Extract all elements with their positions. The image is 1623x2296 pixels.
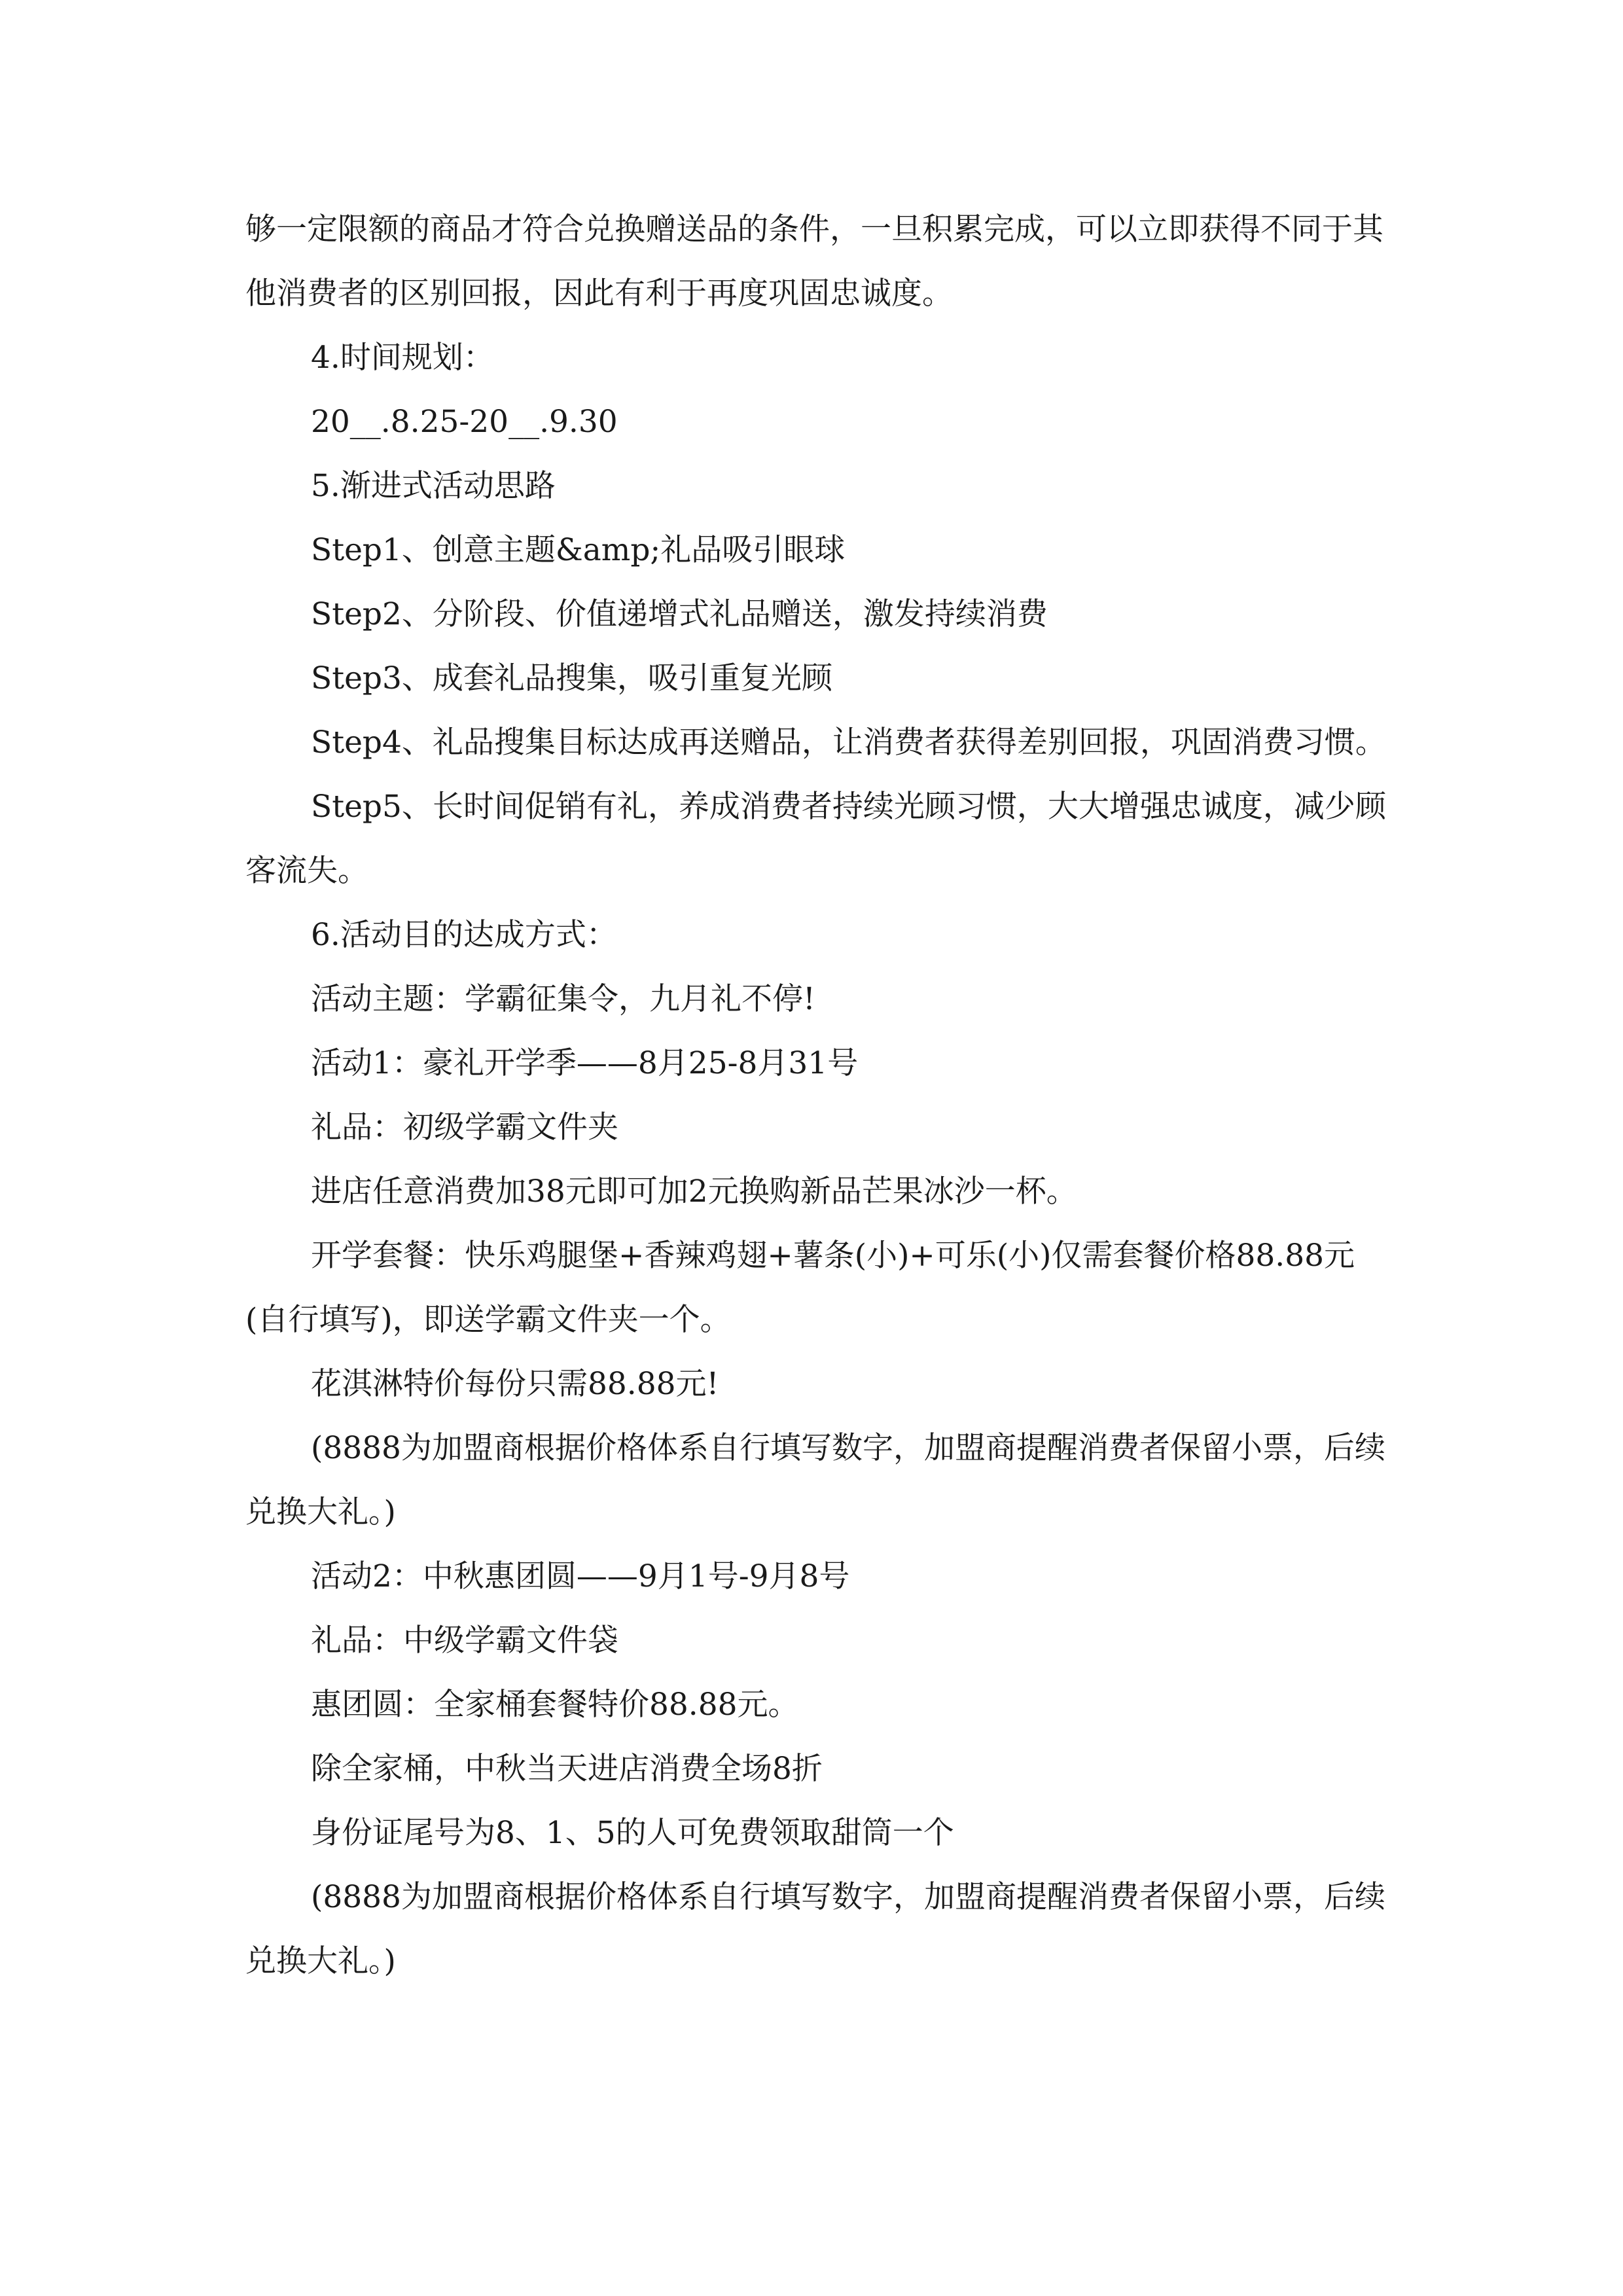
heading-goal-methods: 6.活动目的达成方式： xyxy=(311,917,617,953)
date-range: 20__.8.25-20__.9.30 xyxy=(311,404,618,440)
step-1: Step1、创意主题&amp;礼品吸引眼球 xyxy=(311,532,846,568)
paragraph-continuation: 够一定限额的商品才符合兑换赠送品的条件，一旦积累完成，可以立即获得不同于其他消费者的区别回报，因此有利于再度巩固忠诚度。 xyxy=(245,211,1383,312)
step-5: Step5、长时间促销有礼，养成消费者持续光顾习惯，大大增强忠诚度，减少顾客流失。 xyxy=(245,789,1386,889)
activity-1-title: 活动1：豪礼开学季——8月25-8月31号 xyxy=(311,1045,859,1081)
step-4: Step4、礼品搜集目标达成再送赠品，让消费者获得差别回报，巩固消费习惯。 xyxy=(311,725,1386,761)
activity-2-gift: 礼品：中级学霸文件袋 xyxy=(311,1623,618,1659)
document-body xyxy=(245,198,1397,1994)
activity-1-set-meal: 开学套餐：快乐鸡腿堡+香辣鸡翅+薯条(小)+可乐(小)仅需套餐价格88.88元(自行填写)，即送学霸文件夹一个。 xyxy=(245,1238,1355,1338)
activity-1-note: (8888为加盟商根据价格体系自行填写数字，加盟商提醒消费者保留小票，后续兑换大礼。) xyxy=(245,1430,1385,1530)
activity-1-gift: 礼品：初级学霸文件夹 xyxy=(311,1109,618,1145)
activity-2-id-offer: 身份证尾号为8、1、5的人可免费领取甜筒一个 xyxy=(311,1815,954,1851)
activity-2-title: 活动2：中秋惠团圆——9月1号-9月8号 xyxy=(311,1558,850,1594)
heading-activity-ideas: 5.渐进式活动思路 xyxy=(311,468,556,504)
activity-1-offer: 进店任意消费加38元即可加2元换购新品芒果冰沙一杯。 xyxy=(311,1174,1077,1210)
step-3: Step3、成套礼品搜集，吸引重复光顾 xyxy=(311,660,832,696)
activity-theme: 活动主题：学霸征集令，九月礼不停! xyxy=(311,981,815,1017)
activity-2-family-bucket: 惠团圆：全家桶套餐特价88.88元。 xyxy=(311,1687,799,1723)
activity-2-discount: 除全家桶，中秋当天进店消费全场8折 xyxy=(311,1751,823,1787)
heading-time-plan: 4.时间规划： xyxy=(311,340,494,376)
step-2: Step2、分阶段、价值递增式礼品赠送，激发持续消费 xyxy=(311,596,1048,632)
activity-2-note: (8888为加盟商根据价格体系自行填写数字，加盟商提醒消费者保留小票，后续兑换大礼。) xyxy=(245,1879,1385,1979)
activity-1-ice-cream: 花淇淋特价每份只需88.88元! xyxy=(311,1366,719,1402)
